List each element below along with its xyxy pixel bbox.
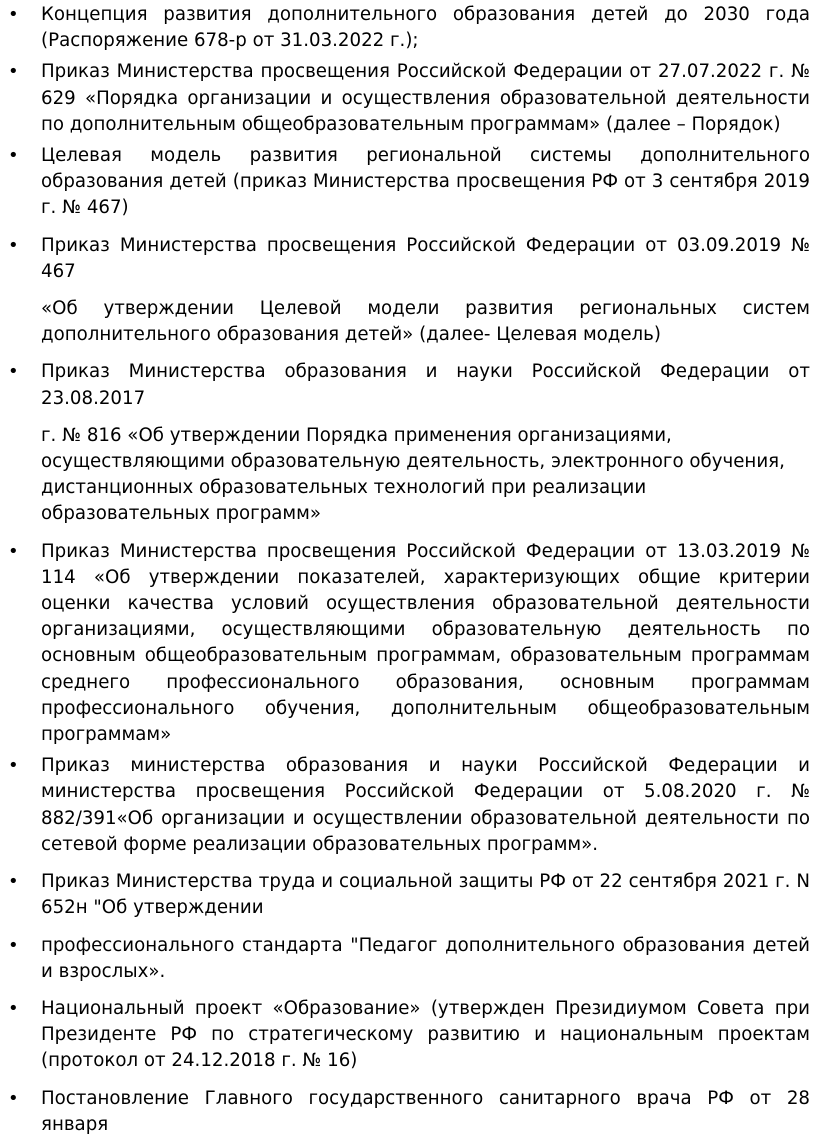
- bullet-icon: •: [8, 61, 19, 83]
- bullet-icon: •: [8, 934, 19, 956]
- bullet-icon: •: [8, 540, 19, 562]
- list-item-text: Целевая модель развития региональной системы дополнительного образования детей (приказ Министерства просвещения РФ от 3 сентября 2019 г. № 467): [41, 145, 810, 219]
- list-item: [0, 233, 816, 349]
- bullet-icon: •: [8, 1087, 19, 1109]
- list-item: [0, 1086, 816, 1138]
- list-item-text: «Об утверждении Целевой модели развития региональных систем дополнительного образования детей» (далее- Целевая модель): [41, 298, 810, 346]
- list-item: [0, 59, 816, 138]
- bullet-icon: •: [8, 234, 19, 256]
- list-item-text: Приказ Министерства просвещения Российской Федерации от 27.07.2022 г. № 629 «Порядка организации и осуществления образовательной деятельности по дополнительным общеобразовательным программам» (далее – Порядок): [41, 61, 810, 135]
- list-item-text: Приказ Министерства просвещения Российской Федерации от 13.03.2019 № 114 «Об утверждении показателей, характеризующих общие критерии оценки качества условий осуществления образовательной деятельности организациями, осуществляющими образовательную деятельность по основным общеобразовательным программам, образовательным программам среднего профессионального образования, основным программам профессионального обучения, дополнительным общеобразовательным программам»: [41, 540, 810, 746]
- bullet-icon: •: [8, 871, 19, 893]
- list-item: [0, 869, 816, 921]
- list-item: [0, 539, 816, 749]
- bullet-icon: •: [8, 997, 19, 1019]
- bullet-icon: •: [8, 4, 19, 25]
- list-item-text: Приказ Министерства просвещения Российской Федерации от 03.09.2019 № 467: [41, 234, 810, 282]
- list-item-text: Приказ Министерства образования и науки Российской Федерации от 23.08.2017: [41, 361, 810, 409]
- list-item-text: Национальный проект «Образование» (утвержден Президиумом Совета при Президенте РФ по стратегическому развитию и национальным проектам (протокол от 24.12.2018 г. № 16): [41, 997, 810, 1072]
- list-item: [0, 2, 816, 54]
- list-item-text: Приказ министерства образования и науки Российской Федерации и министерства просвещения Российской Федерации от 5.08.2020 г. № 882/391«Об организации и осуществлении образовательной деятельности по сетевой форме реализации образовательных программ».: [41, 755, 810, 855]
- list-item: [0, 143, 816, 222]
- list-item: [0, 996, 816, 1075]
- list-item: [0, 933, 816, 985]
- list-item-text: Концепция развития дополнительного образования детей до 2030 года (Распоряжение 678-р от 31.03.2022 г.);: [41, 4, 810, 52]
- list-item-text: г. № 816 «Об утверждении Порядка применения организациями, осуществляющими образовательную деятельность, электронного обучения, дистанционных образовательных технологий при реализации образовательных программ»: [41, 424, 785, 525]
- bullet-icon: •: [8, 145, 19, 167]
- bullet-icon: •: [8, 361, 19, 383]
- list-item-text: Приказ Министерства труда и социальной защиты РФ от 22 сентября 2021 г. N 652н "Об утверждении: [41, 871, 810, 919]
- list-item-text: Постановление Главного государственного санитарного врача РФ от 28 января: [41, 1087, 810, 1135]
- list-item-text: профессионального стандарта "Педагог дополнительного образования детей и взрослых».: [41, 934, 810, 982]
- list-item: [0, 753, 816, 858]
- list-item: [0, 359, 816, 527]
- bullet-icon: •: [8, 755, 19, 777]
